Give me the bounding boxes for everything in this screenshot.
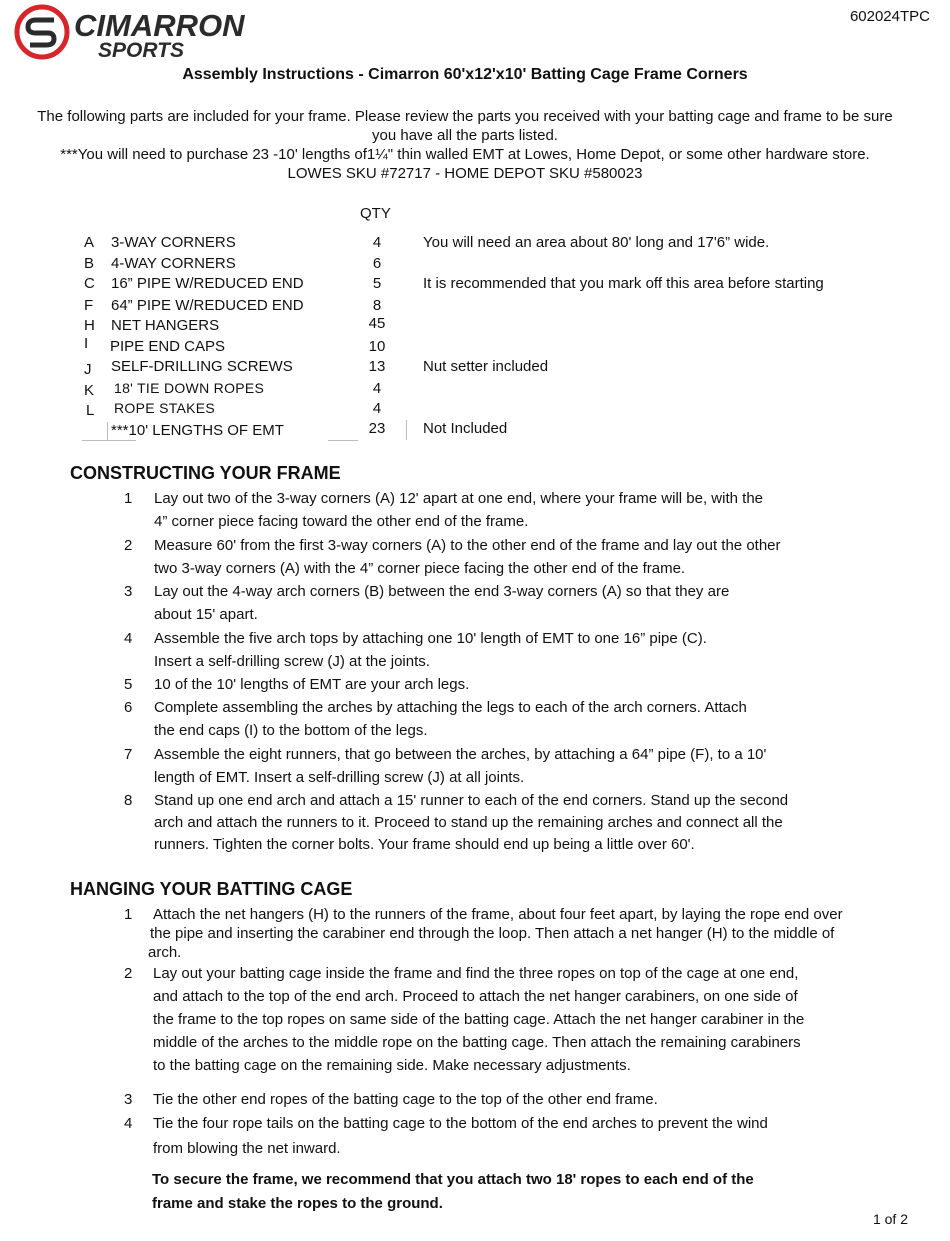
step-number: 4 <box>124 630 133 647</box>
step-text: from blowing the net inward. <box>153 1140 341 1157</box>
step-text: Tie the four rope tails on the batting cage to the bottom of the end arches to prevent the wind <box>153 1115 768 1132</box>
step-text: Lay out your batting cage inside the frame and find the three ropes on top of the cage at one end, <box>153 965 799 982</box>
part-note: Nut setter included <box>423 358 549 375</box>
part-row-emt <box>0 420 930 440</box>
hanging-step-2 <box>0 962 930 1077</box>
part-row-j <box>0 358 930 378</box>
part-qty: 45 <box>368 315 386 332</box>
part-qty: 8 <box>372 297 382 314</box>
step-number: 7 <box>124 746 133 763</box>
part-name: SELF-DRILLING SCREWS <box>111 358 293 375</box>
part-qty: 4 <box>372 400 382 417</box>
step-number: 6 <box>124 699 133 716</box>
intro-line-2: you have all the parts listed. <box>372 127 558 144</box>
part-qty: 13 <box>368 358 386 375</box>
part-letter: B <box>84 255 95 272</box>
part-qty: 5 <box>372 275 382 292</box>
part-name: 18' TIE DOWN ROPES <box>114 380 265 396</box>
step-text: runners. Tighten the corner bolts. Your frame should end up being a little over 60'. <box>154 836 695 853</box>
intro-line-3: ***You will need to purchase 23 -10' lengths of1¼" thin walled EMT at Lowes, Home Depot, or some other hardware store. <box>60 146 870 163</box>
table-divider <box>406 420 407 440</box>
part-name: PIPE END CAPS <box>110 338 226 355</box>
construct-step-3 <box>0 580 930 626</box>
step-text: and attach to the top of the end arch. Proceed to attach the net hanger carabiners, on one side of <box>153 988 798 1005</box>
intro-line-4: LOWES SKU #72717 - HOME DEPOT SKU #580023 <box>287 165 643 182</box>
brand-name: CIMARRON <box>74 8 245 43</box>
step-number: 1 <box>124 490 133 507</box>
part-name: 3-WAY CORNERS <box>111 234 236 251</box>
part-qty: 23 <box>368 420 386 437</box>
construct-step-1 <box>0 487 930 533</box>
step-text: 4” corner piece facing toward the other end of the frame. <box>154 513 529 530</box>
part-row-h <box>0 317 930 337</box>
part-row-k <box>0 380 930 400</box>
part-letter: A <box>84 234 95 251</box>
step-number: 1 <box>124 906 133 923</box>
part-row-f <box>0 297 930 317</box>
step-number: 3 <box>124 1091 133 1108</box>
step-number: 2 <box>124 537 133 554</box>
cimarron-sports-logo <box>14 4 284 60</box>
step-text: 10 of the 10' lengths of EMT are your arch legs. <box>154 676 470 693</box>
part-name: ROPE STAKES <box>114 400 216 416</box>
construct-step-5 <box>0 673 930 696</box>
step-text: Lay out the 4-way arch corners (B) between the end 3-way corners (A) so that they are <box>154 583 730 600</box>
secure-note-line: To secure the frame, we recommend that you attach two 18' ropes to each end of the <box>152 1171 754 1188</box>
part-note: It is recommended that you mark off this area before starting <box>423 275 824 292</box>
step-text: middle of the arches to the middle rope on the batting cage. Then attach the remaining carabiners <box>153 1034 801 1051</box>
step-text: length of EMT. Insert a self-drilling screw (J) at all joints. <box>154 769 525 786</box>
part-row-c <box>0 275 930 295</box>
step-number: 8 <box>124 792 133 809</box>
construct-step-8 <box>0 789 930 858</box>
step-number: 5 <box>124 676 133 693</box>
part-name: NET HANGERS <box>111 317 220 334</box>
secure-note-line: frame and stake the ropes to the ground. <box>152 1195 443 1212</box>
part-name: 64” PIPE W/REDUCED END <box>111 297 304 314</box>
step-text: Complete assembling the arches by attaching the legs to each of the arch corners. Attach <box>154 699 747 716</box>
page-number: 1 of 2 <box>872 1211 908 1227</box>
part-name: 16” PIPE W/REDUCED END <box>111 275 304 292</box>
step-text: Tie the other end ropes of the batting cage to the top of the other end frame. <box>153 1091 658 1108</box>
construct-step-7 <box>0 743 930 789</box>
part-name: ***10' LENGTHS OF EMT <box>111 422 284 439</box>
part-letter: I <box>84 335 89 352</box>
part-qty: 4 <box>372 234 382 251</box>
part-row-l <box>0 400 930 420</box>
step-text: the pipe and inserting the carabiner end through the loop. Then attach a net hanger (H) to the middle of <box>150 925 835 942</box>
step-text: Insert a self-drilling screw (J) at the joints. <box>154 653 430 670</box>
constructing-heading: CONSTRUCTING YOUR FRAME <box>70 463 341 483</box>
part-note: Not Included <box>423 420 508 437</box>
step-text: arch. <box>148 944 182 961</box>
step-text: Assemble the five arch tops by attaching one 10' length of EMT to one 16” pipe (C). <box>154 630 707 647</box>
qty-column-header: QTY <box>360 205 391 222</box>
step-text: arch and attach the runners to it. Proceed to stand up the remaining arches and connect all the <box>154 814 783 831</box>
step-number: 3 <box>124 583 133 600</box>
page-title: Assembly Instructions - Cimarron 60'x12'x10' Batting Cage Frame Corners <box>182 66 748 83</box>
hanging-step-1 <box>0 905 930 961</box>
table-divider <box>107 422 108 440</box>
part-qty: 10 <box>368 338 386 355</box>
part-note: You will need an area about 80' long and 17'6” wide. <box>423 234 770 251</box>
part-letter: K <box>84 382 95 399</box>
part-row-a <box>0 234 930 254</box>
hanging-step-4 <box>0 1112 930 1160</box>
step-text: the end caps (I) to the bottom of the legs. <box>154 722 428 739</box>
part-letter: H <box>84 317 95 334</box>
step-text: Lay out two of the 3-way corners (A) 12' apart at one end, where your frame will be, with the <box>154 490 764 507</box>
brand-subname: SPORTS <box>98 39 184 60</box>
part-name: 4-WAY CORNERS <box>111 255 236 272</box>
step-number: 4 <box>124 1115 133 1132</box>
part-letter: F <box>84 297 94 314</box>
part-qty: 6 <box>372 255 382 272</box>
secure-frame-note <box>152 1168 852 1216</box>
table-underline <box>82 440 136 441</box>
intro-line-1: The following parts are included for your frame. Please review the parts you received with your batting cage and frame to be sure <box>37 108 893 125</box>
part-letter: C <box>84 275 95 292</box>
step-text: Assemble the eight runners, that go between the arches, by attaching a 64” pipe (F), to a 10' <box>154 746 767 763</box>
step-text: Attach the net hangers (H) to the runners of the frame, about four feet apart, by laying the rope end over <box>153 906 843 923</box>
document-code: 602024TPC <box>849 8 930 25</box>
part-letter: J <box>84 361 92 378</box>
step-text: the frame to the top ropes on same side of the batting cage. Attach the net hanger carabiner in the <box>153 1011 805 1028</box>
construct-step-2 <box>0 534 930 580</box>
step-text: Measure 60' from the first 3-way corners (A) to the other end of the frame and lay out the other <box>154 537 781 554</box>
part-letter: L <box>86 402 95 419</box>
construct-step-6 <box>0 696 930 742</box>
step-text: two 3-way corners (A) with the 4” corner piece facing the other end of the frame. <box>154 560 686 577</box>
step-text: to the batting cage on the remaining side. Make necessary adjustments. <box>153 1057 631 1074</box>
construct-step-4 <box>0 627 930 673</box>
hanging-heading: HANGING YOUR BATTING CAGE <box>70 879 353 899</box>
hanging-step-3 <box>0 1088 930 1111</box>
table-underline <box>328 440 358 441</box>
part-qty: 4 <box>372 380 382 397</box>
step-text: Stand up one end arch and attach a 15' runner to each of the end corners. Stand up the second <box>154 792 789 809</box>
step-text: about 15' apart. <box>154 606 258 623</box>
part-row-i <box>0 335 930 358</box>
part-row-b <box>0 255 930 275</box>
step-number: 2 <box>124 965 133 982</box>
